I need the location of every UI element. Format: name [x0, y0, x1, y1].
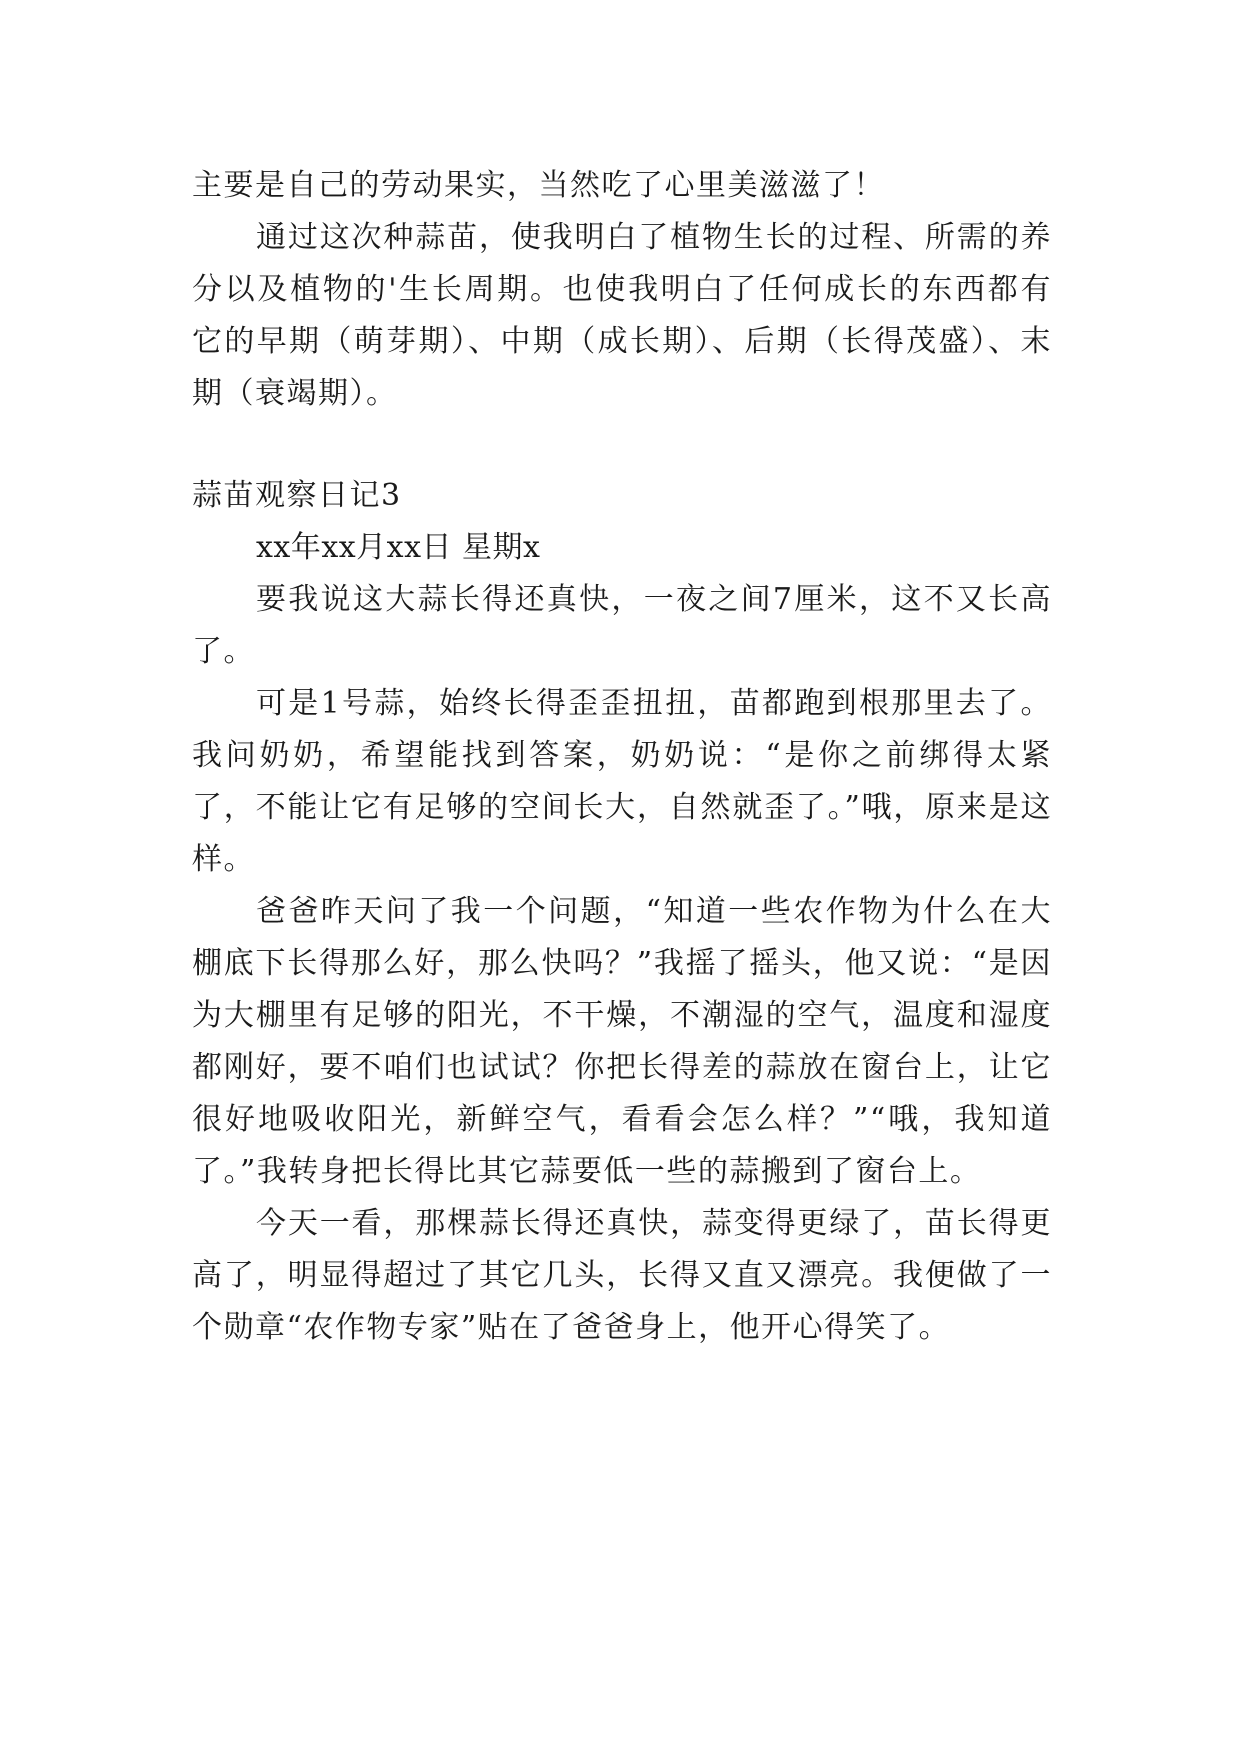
paragraph-continued: 主要是自己的劳动果实，当然吃了心里美滋滋了！	[192, 168, 885, 203]
paragraph-result: 今天一看，那棵蒜长得还真快，蒜变得更绿了，苗长得更高了，明显得超过了其它几头，长得又直又漂亮。我便做了一个勋章“农作物专家”贴在了爸爸身上，他开心得笑了。	[192, 1206, 1052, 1345]
paragraph-reflection: 通过这次种蒜苗，使我明白了植物生长的过程、所需的养分以及植物的'生长周期。也使我明白了任何成长的东西都有它的早期（萌芽期）、中期（成长期）、后期（长得茂盛）、末期（衰竭期）。	[192, 220, 1052, 411]
section-title: 蒜苗观察日记3	[192, 478, 402, 513]
document-body	[192, 160, 1052, 1354]
paragraph-growth-speed: 要我说这大蒜长得还真快，一夜之间7厘米，这不又长高了。	[192, 582, 1052, 669]
paragraph-crooked-garlic: 可是1号蒜，始终长得歪歪扭扭，苗都跑到根那里去了。我问奶奶，希望能找到答案，奶奶说：“是你之前绑得太紧了，不能让它有足够的空间长大，自然就歪了。”哦，原来是这样。	[192, 686, 1052, 877]
date-line: xx年xx月xx日 星期x	[256, 530, 541, 565]
paragraph-greenhouse-question: 爸爸昨天问了我一个问题，“知道一些农作物为什么在大棚底下长得那么好，那么快吗？”我摇了摇头，他又说：“是因为大棚里有足够的阳光，不干燥，不潮湿的空气，温度和湿度都刚好，要不咱们也试试？你把长得差的蒜放在窗台上，让它很好地吸收阳光，新鲜空气，看看会怎么样？”“哦，我知道了。”我转身把长得比其它蒜要低一些的蒜搬到了窗台上。	[192, 894, 1052, 1189]
